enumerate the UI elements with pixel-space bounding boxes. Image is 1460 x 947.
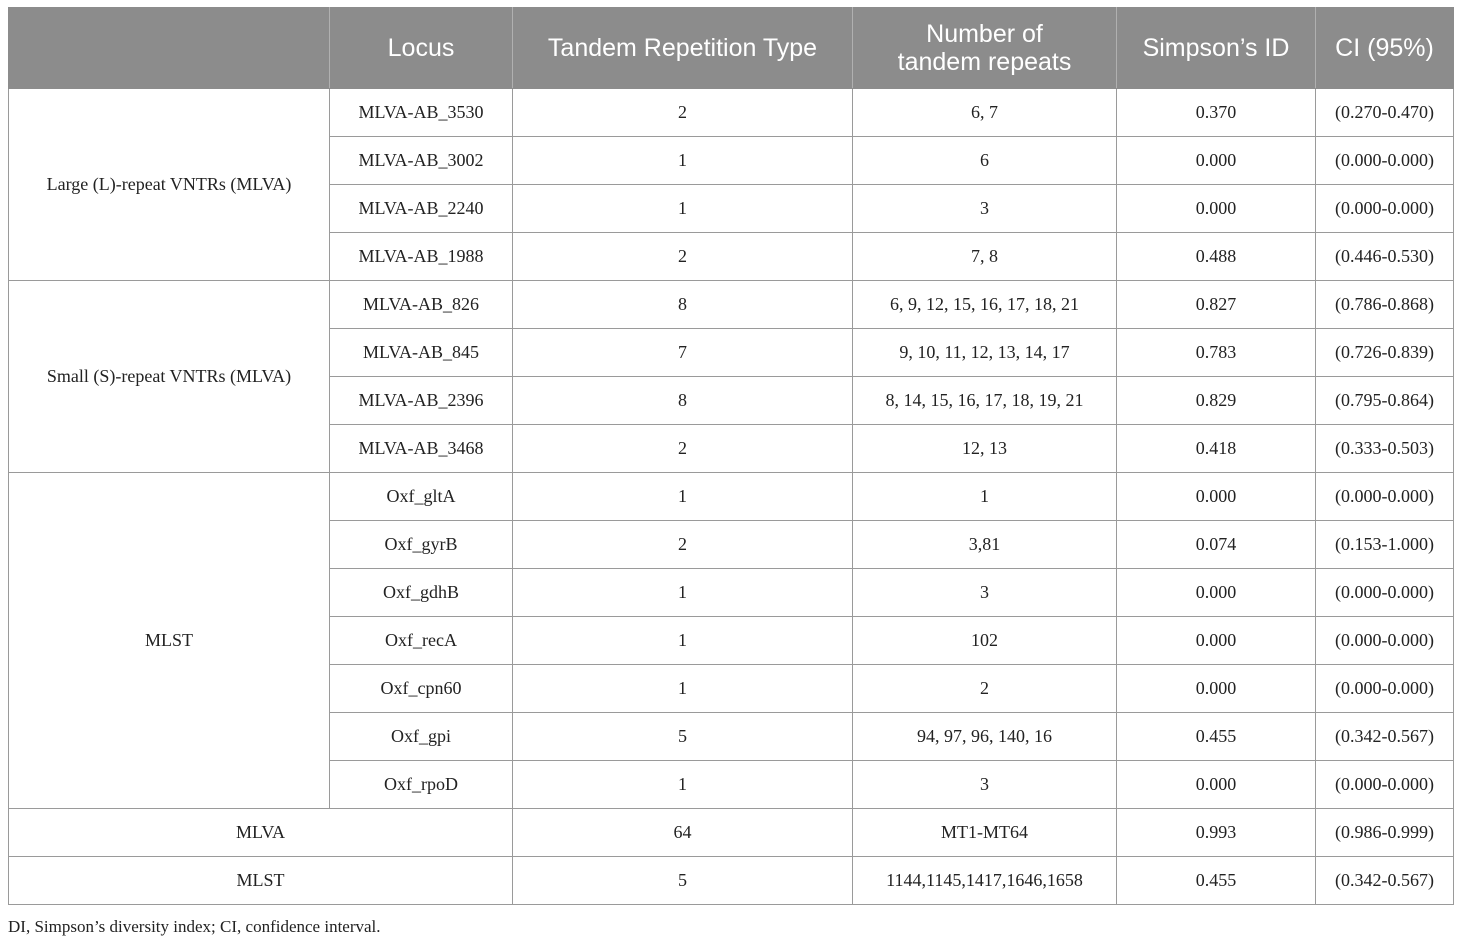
cell-ci: (0.153-1.000)	[1316, 521, 1454, 569]
cell-repeats: 6, 7	[853, 89, 1117, 137]
cell-type: 5	[513, 857, 853, 905]
summary-row-mlva	[9, 809, 1454, 857]
cell-repeats: 94, 97, 96, 140, 16	[853, 713, 1117, 761]
table-row	[9, 89, 1454, 137]
cell-locus: Oxf_gdhB	[330, 569, 513, 617]
cell-repeats: 1144,1145,1417,1646,1658	[853, 857, 1117, 905]
cell-type: 2	[513, 425, 853, 473]
cell-ci: (0.270-0.470)	[1316, 89, 1454, 137]
cell-locus: MLVA-AB_845	[330, 329, 513, 377]
summary-label: MLST	[9, 857, 513, 905]
cell-type: 1	[513, 473, 853, 521]
cell-repeats: 3	[853, 761, 1117, 809]
group-label-mlst: MLST	[9, 473, 330, 809]
table-footnote: DI, Simpson’s diversity index; CI, confidence interval.	[8, 917, 381, 936]
cell-simpson: 0.074	[1117, 521, 1316, 569]
cell-type: 2	[513, 521, 853, 569]
cell-locus: Oxf_cpn60	[330, 665, 513, 713]
cell-type: 5	[513, 713, 853, 761]
cell-ci: (0.786-0.868)	[1316, 281, 1454, 329]
header-simpsons-id: Simpson’s ID	[1117, 8, 1316, 89]
cell-type: 1	[513, 185, 853, 233]
cell-ci: (0.446-0.530)	[1316, 233, 1454, 281]
table-row	[9, 281, 1454, 329]
cell-ci: (0.000-0.000)	[1316, 473, 1454, 521]
cell-simpson: 0.000	[1117, 665, 1316, 713]
cell-repeats: 102	[853, 617, 1117, 665]
cell-ci: (0.000-0.000)	[1316, 185, 1454, 233]
cell-simpson: 0.488	[1117, 233, 1316, 281]
cell-ci: (0.986-0.999)	[1316, 809, 1454, 857]
cell-type: 1	[513, 761, 853, 809]
cell-ci: (0.000-0.000)	[1316, 665, 1454, 713]
cell-simpson: 0.827	[1117, 281, 1316, 329]
cell-simpson: 0.000	[1117, 617, 1316, 665]
cell-type: 7	[513, 329, 853, 377]
group-label-large-vntr: Large (L)-repeat VNTRs (MLVA)	[9, 89, 330, 281]
header-repeats-line2: tandem repeats	[897, 48, 1072, 76]
cell-type: 2	[513, 233, 853, 281]
cell-locus: Oxf_gltA	[330, 473, 513, 521]
cell-simpson: 0.000	[1117, 185, 1316, 233]
cell-repeats: 1	[853, 473, 1117, 521]
cell-locus: MLVA-AB_1988	[330, 233, 513, 281]
cell-locus: MLVA-AB_3468	[330, 425, 513, 473]
cell-type: 8	[513, 377, 853, 425]
group-label-small-vntr: Small (S)-repeat VNTRs (MLVA)	[9, 281, 330, 473]
cell-type: 1	[513, 665, 853, 713]
summary-row-mlst	[9, 857, 1454, 905]
header-repeats-line1: Number of	[926, 20, 1043, 48]
cell-repeats: 3	[853, 569, 1117, 617]
table-row	[9, 473, 1454, 521]
cell-type: 1	[513, 569, 853, 617]
simpson-diversity-table	[8, 7, 1454, 905]
cell-simpson: 0.455	[1117, 713, 1316, 761]
cell-simpson: 0.000	[1117, 569, 1316, 617]
cell-simpson: 0.000	[1117, 137, 1316, 185]
cell-ci: (0.000-0.000)	[1316, 137, 1454, 185]
cell-locus: MLVA-AB_826	[330, 281, 513, 329]
data-table-container	[8, 7, 1453, 905]
cell-type: 2	[513, 89, 853, 137]
cell-type: 1	[513, 137, 853, 185]
cell-ci: (0.342-0.567)	[1316, 713, 1454, 761]
cell-locus: Oxf_recA	[330, 617, 513, 665]
cell-repeats: 3,81	[853, 521, 1117, 569]
cell-locus: Oxf_gyrB	[330, 521, 513, 569]
cell-locus: MLVA-AB_3002	[330, 137, 513, 185]
cell-ci: (0.000-0.000)	[1316, 617, 1454, 665]
cell-ci: (0.726-0.839)	[1316, 329, 1454, 377]
cell-ci: (0.000-0.000)	[1316, 761, 1454, 809]
header-locus: Locus	[330, 8, 513, 89]
cell-repeats: 12, 13	[853, 425, 1117, 473]
cell-simpson: 0.783	[1117, 329, 1316, 377]
cell-repeats: 9, 10, 11, 12, 13, 14, 17	[853, 329, 1117, 377]
cell-repeats: 6, 9, 12, 15, 16, 17, 18, 21	[853, 281, 1117, 329]
cell-ci: (0.342-0.567)	[1316, 857, 1454, 905]
cell-type: 64	[513, 809, 853, 857]
cell-locus: Oxf_gpi	[330, 713, 513, 761]
cell-repeats: 3	[853, 185, 1117, 233]
cell-simpson: 0.455	[1117, 857, 1316, 905]
cell-simpson: 0.000	[1117, 473, 1316, 521]
header-ci-95: CI (95%)	[1316, 8, 1454, 89]
cell-locus: MLVA-AB_3530	[330, 89, 513, 137]
cell-simpson: 0.418	[1117, 425, 1316, 473]
cell-simpson: 0.993	[1117, 809, 1316, 857]
cell-repeats: 2	[853, 665, 1117, 713]
cell-locus: MLVA-AB_2396	[330, 377, 513, 425]
header-group	[9, 8, 330, 89]
header-number-of-tandem-repeats	[853, 8, 1117, 89]
cell-ci: (0.000-0.000)	[1316, 569, 1454, 617]
cell-simpson: 0.370	[1117, 89, 1316, 137]
header-row	[9, 8, 1454, 89]
header-tandem-repetition-type: Tandem Repetition Type	[513, 8, 853, 89]
cell-locus: Oxf_rpoD	[330, 761, 513, 809]
summary-label: MLVA	[9, 809, 513, 857]
cell-type: 8	[513, 281, 853, 329]
cell-locus: MLVA-AB_2240	[330, 185, 513, 233]
cell-repeats: MT1-MT64	[853, 809, 1117, 857]
cell-repeats: 7, 8	[853, 233, 1117, 281]
cell-type: 1	[513, 617, 853, 665]
cell-simpson: 0.000	[1117, 761, 1316, 809]
cell-ci: (0.795-0.864)	[1316, 377, 1454, 425]
cell-simpson: 0.829	[1117, 377, 1316, 425]
cell-ci: (0.333-0.503)	[1316, 425, 1454, 473]
cell-repeats: 6	[853, 137, 1117, 185]
cell-repeats: 8, 14, 15, 16, 17, 18, 19, 21	[853, 377, 1117, 425]
